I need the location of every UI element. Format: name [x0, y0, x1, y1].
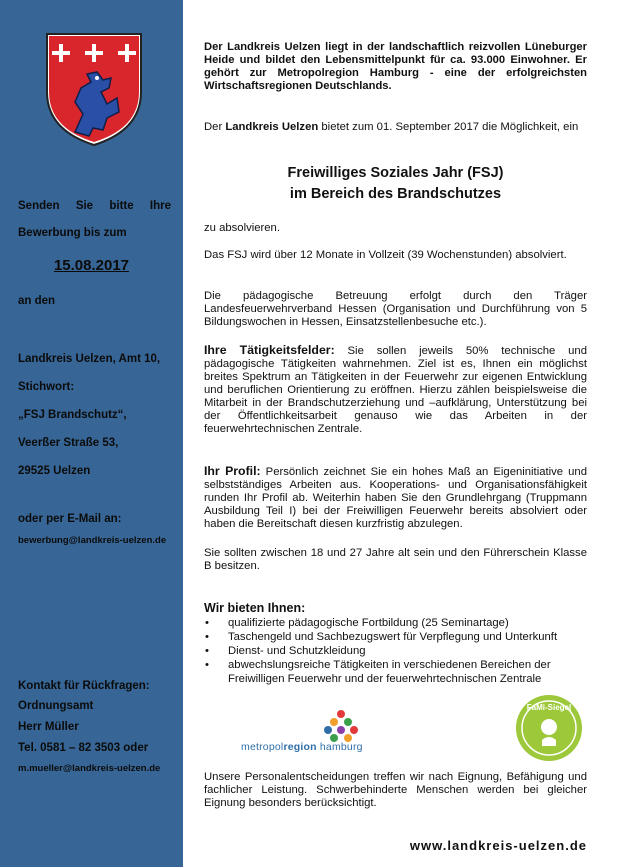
- address-line: 29525 Uelzen: [18, 465, 91, 477]
- application-email-link[interactable]: bewerbung@landkreis-uelzen.de: [18, 535, 167, 546]
- list-item: • Taschengeld und Sachbezugswert für Verpflegung und Unterkunft: [204, 630, 587, 644]
- list-item: • abwechslungsreiche Tätigkeiten in verschiedenen Bereichen der Freiwilligen Feuerwehr und der feuerwehrtechnischen Zentrale: [204, 658, 587, 686]
- duration-paragraph: Das FSJ wird über 12 Monate in Vollzeit (39 Wochenstunden) absolviert.: [204, 249, 567, 261]
- absolvieren-text: zu absolvieren.: [204, 222, 280, 234]
- benefits-list: [204, 616, 587, 686]
- metropolregion-logo-text: metropolregion hamburg: [241, 741, 363, 753]
- email-intro: oder per E-Mail an:: [18, 513, 122, 525]
- offer-paragraph: Der Landkreis Uelzen bietet zum 01. September 2017 die Möglichkeit, ein: [204, 121, 579, 133]
- website-link[interactable]: www.landkreis-uelzen.de: [409, 838, 587, 853]
- list-item: • qualifizierte pädagogische Fortbildung (25 Seminartage): [204, 616, 587, 630]
- send-instruction-line-2: Bewerbung bis zum: [18, 227, 127, 239]
- profile-paragraph: Ihr Profil: Persönlich zeichnet Sie ein hohes Maß an Eigeninitiative und selbstständiges Arbeiten aus. Kooperations- und Organisationsfähigkeit runden Ihr Profil ab. Weiterhin haben Sie den Grundlehrgang (Truppmann Ausbildung Teil I) bei der Freiwilligen Feuerwehr bereits absolviert oder haben die Bereitschaft diesen kurzfristig abzulegen.: [204, 464, 587, 530]
- address-line: „FSJ Brandschutz“,: [18, 409, 127, 421]
- tasks-paragraph: Ihre Tätigkeitsfelder: Sie sollen jeweils 50% technische und pädagogische Tätigkeiten wahrnehmen. Ziel ist es, Ihnen ein möglichst breites Spektrum an Tätigkeiten in der Feuerwehr zur eigenen Entwicklung und beruflichen Orientierung zu eröffnen. Hierzu zählen beispielsweise die Mitarbeit in der Brandschutzerziehung und –aufklärung, Unterstützung bei der Öffentlichkeitsarbeit genauso wie das Arbeiten in der feuerwehrtechnischen Zentrale.: [204, 343, 588, 435]
- an-den-label: an den: [18, 295, 56, 307]
- list-item: • Dienst- und Schutzkleidung: [204, 644, 587, 658]
- position-title: Freiwilliges Soziales Jahr (FSJ) im Bereich des Brandschutzes: [287, 165, 504, 202]
- contact-line: Ordnungsamt: [18, 700, 94, 712]
- closing-paragraph: Unsere Personalentscheidungen treffen wir nach Eignung, Befähigung und fachlicher Leistung. Schwerbehinderte Menschen werden bei gleicher Eignung besonders berücksichtigt.: [204, 771, 587, 809]
- contact-email-link[interactable]: m.mueller@landkreis-uelzen.de: [18, 763, 161, 774]
- deadline-date: 15.08.2017: [53, 257, 130, 274]
- contact-line: Herr Müller: [18, 721, 79, 733]
- benefits-heading: Wir bieten Ihnen:: [204, 601, 306, 615]
- coat-of-arms-icon: [45, 32, 143, 147]
- age-paragraph: Sie sollten zwischen 18 und 27 Jahre alt sein und den Führerschein Klasse B besitzen.: [204, 547, 587, 572]
- contact-line: Tel. 0581 – 82 3503 oder: [18, 742, 149, 754]
- sidebar: [0, 0, 183, 867]
- pedagogy-paragraph: Die pädagogische Betreuung erfolgt durch den Träger Landesfeuerwehrverband Hessen (Organisation und Durchführung von 5 Bildungswochen in Hessen, Einsatzstellenbesuche etc.).: [204, 290, 587, 328]
- intro-paragraph: Der Landkreis Uelzen liegt in der landschaftlich reizvollen Lüneburger Heide und bildet den Lebensmittelpunkt für ca. 93.000 Einwohner. Er gehört zur Metropolregion Hamburg - eine der erfolgreichsten Wirtschaftsregionen Deutschlands.: [204, 41, 587, 92]
- address-line: Veerßer Straße 53,: [18, 437, 119, 449]
- address-line: Stichwort:: [18, 381, 75, 393]
- contact-title: Kontakt für Rückfragen:: [18, 680, 150, 692]
- address-line: Landkreis Uelzen, Amt 10,: [18, 353, 161, 365]
- fami-seal-icon: [515, 694, 583, 762]
- svg-text:FaMi-Siegel: FaMi-Siegel: [526, 703, 572, 712]
- send-instruction-line: Senden Sie bitte Ihre: [18, 200, 171, 212]
